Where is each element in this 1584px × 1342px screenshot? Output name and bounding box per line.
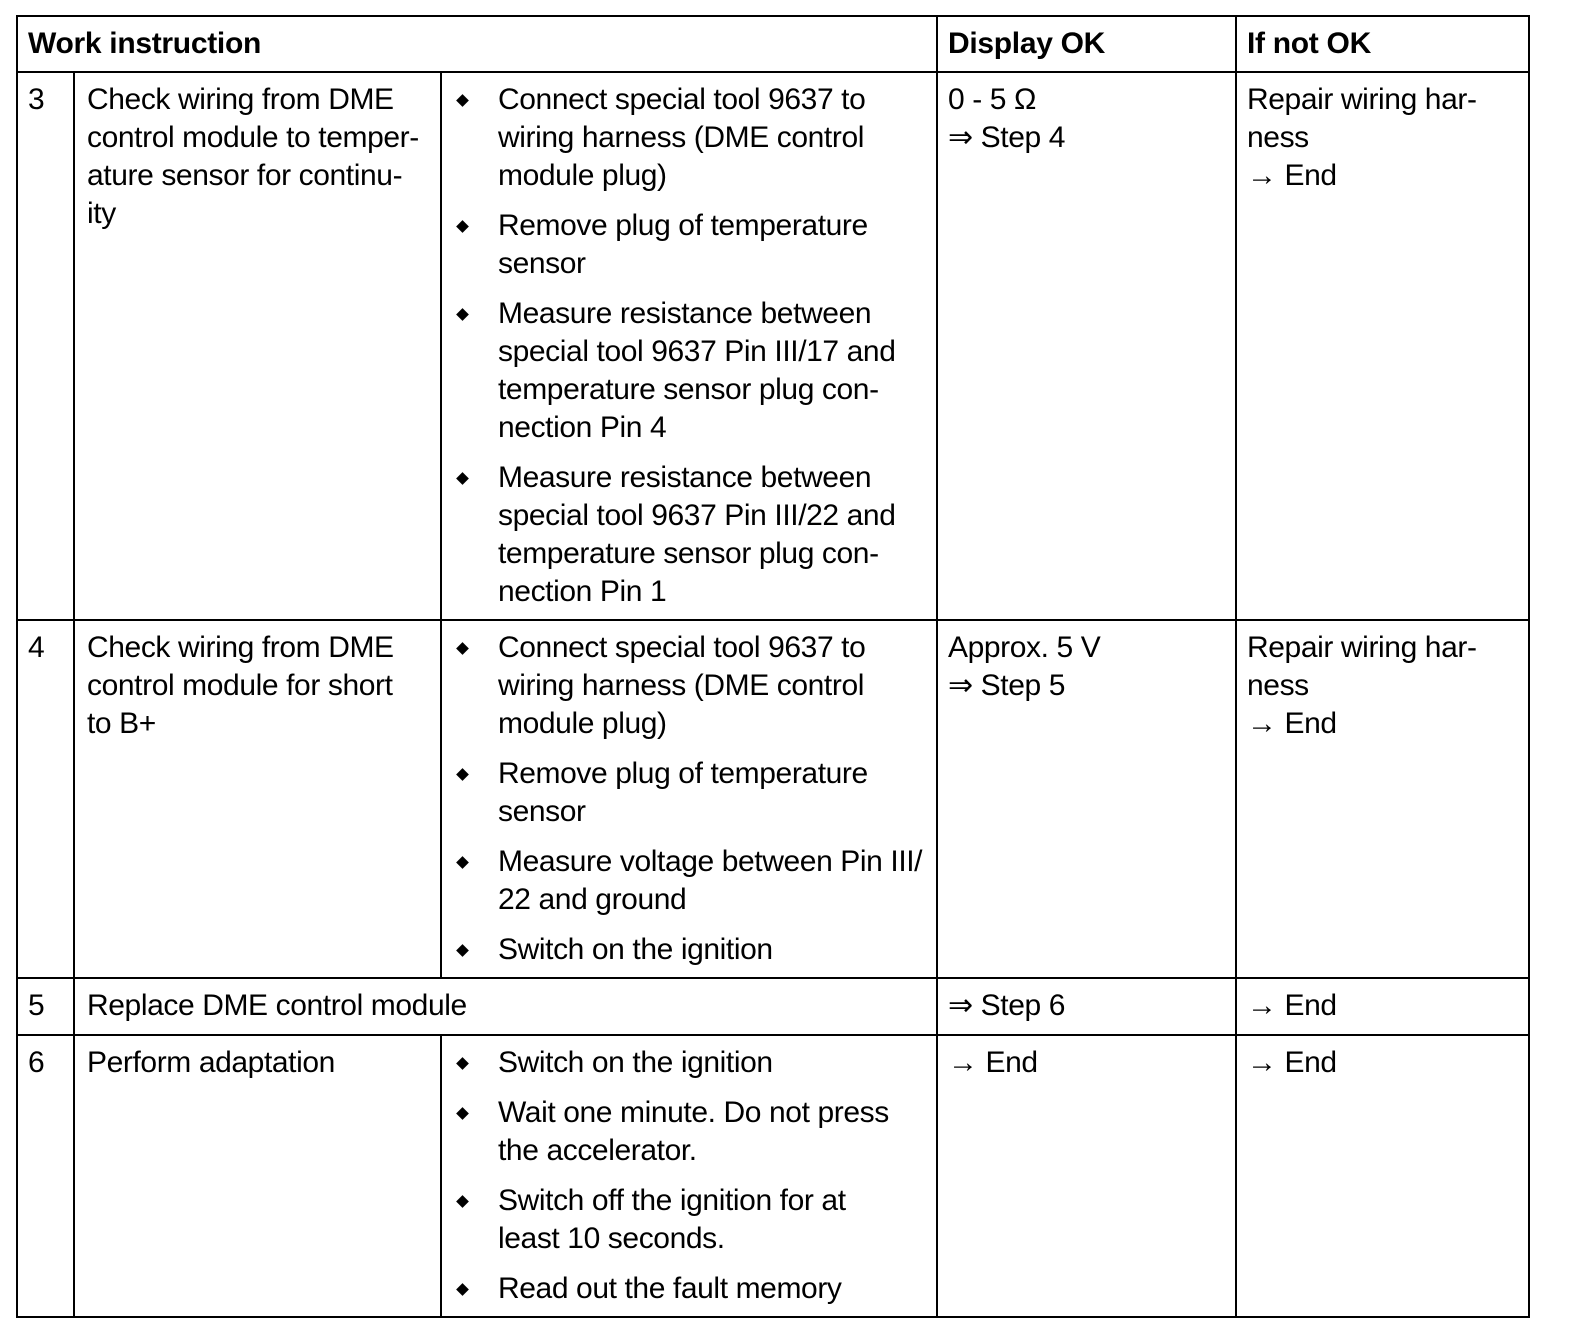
action-text-line: module plug) xyxy=(498,159,667,192)
table-body xyxy=(17,72,1529,1317)
text-line: → End xyxy=(1247,707,1337,740)
action-text-line: Switch on the ignition xyxy=(498,1046,773,1079)
diamond-bullet-icon xyxy=(457,221,468,232)
text-line: ness xyxy=(1247,669,1309,702)
if-not-ok-cell xyxy=(1236,620,1529,978)
action-item xyxy=(442,931,936,969)
diamond-bullet-icon xyxy=(457,945,468,956)
action-item xyxy=(442,843,936,919)
action-text-line: Remove plug of temperature xyxy=(498,209,868,242)
step-description xyxy=(74,72,441,620)
action-item xyxy=(442,629,936,743)
text-line: ⇒ Step 5 xyxy=(948,669,1066,702)
text-line: → End xyxy=(1247,159,1337,192)
action-text-line: the accelerator. xyxy=(498,1134,697,1167)
diamond-bullet-icon xyxy=(457,1196,468,1207)
text-line: ⇒ Step 6 xyxy=(948,989,1066,1022)
text-line: ature sensor for continu- xyxy=(87,159,403,192)
action-text-line: Remove plug of temperature xyxy=(498,757,868,790)
text-line: control module for short xyxy=(87,669,393,702)
text-line: → End xyxy=(1247,1046,1337,1079)
header-work-instruction: Work instruction xyxy=(17,16,937,72)
table-row xyxy=(17,978,1529,1035)
action-text-line: Connect special tool 9637 to xyxy=(498,83,866,116)
header-display-ok: Display OK xyxy=(937,16,1236,72)
diamond-bullet-icon xyxy=(457,1284,468,1295)
diamond-bullet-icon xyxy=(457,857,468,868)
text-line: ness xyxy=(1247,121,1309,154)
action-text-line: Read out the fault memory xyxy=(498,1272,842,1305)
work-instruction-table xyxy=(16,15,1530,1318)
action-text-line: temperature sensor plug con- xyxy=(498,373,879,406)
action-text-line: Measure resistance between xyxy=(498,297,872,330)
if-not-ok-cell xyxy=(1236,978,1529,1035)
action-text-line: special tool 9637 Pin III/17 and xyxy=(498,335,896,368)
action-text-line: Measure resistance between xyxy=(498,461,872,494)
text-line: Replace DME control module xyxy=(87,989,467,1022)
text-line: Repair wiring har- xyxy=(1247,83,1477,116)
header-row xyxy=(17,16,1529,72)
action-text-line: Measure voltage between Pin III/ xyxy=(498,845,923,878)
action-text-line: temperature sensor plug con- xyxy=(498,537,879,570)
action-text-line: least 10 seconds. xyxy=(498,1222,725,1255)
diamond-bullet-icon xyxy=(457,1108,468,1119)
text-line: Repair wiring har- xyxy=(1247,631,1477,664)
action-text-line: module plug) xyxy=(498,707,667,740)
action-text-line: Wait one minute. Do not press xyxy=(498,1096,889,1129)
table-row xyxy=(17,1035,1529,1317)
text-line: Check wiring from DME xyxy=(87,631,394,664)
action-text-line: wiring harness (DME control xyxy=(498,669,864,702)
action-item xyxy=(442,1270,936,1308)
text-line: Perform adaptation xyxy=(87,1046,335,1079)
display-ok-cell xyxy=(937,1035,1236,1317)
step-number: 6 xyxy=(17,1035,74,1317)
text-line: → End xyxy=(1247,989,1337,1022)
step-description xyxy=(74,1035,441,1317)
step-number: 3 xyxy=(17,72,74,620)
action-text-line: wiring harness (DME control xyxy=(498,121,864,154)
action-item xyxy=(442,295,936,447)
text-line: Approx. 5 V xyxy=(948,631,1101,664)
action-text-line: Switch on the ignition xyxy=(498,933,773,966)
step-description xyxy=(74,978,937,1035)
action-text-line: 22 and ground xyxy=(498,883,687,916)
diamond-bullet-icon xyxy=(457,309,468,320)
action-item xyxy=(442,755,936,831)
display-ok-cell xyxy=(937,72,1236,620)
step-number: 5 xyxy=(17,978,74,1035)
step-description xyxy=(74,620,441,978)
action-text-line: sensor xyxy=(498,247,586,280)
text-line: ity xyxy=(87,197,116,230)
action-item xyxy=(442,81,936,195)
step-actions xyxy=(441,72,937,620)
text-line: Check wiring from DME xyxy=(87,83,394,116)
diamond-bullet-icon xyxy=(457,95,468,106)
table-row xyxy=(17,620,1529,978)
action-item xyxy=(442,1094,936,1170)
action-item xyxy=(442,1044,936,1082)
action-text-line: Switch off the ignition for at xyxy=(498,1184,846,1217)
if-not-ok-cell xyxy=(1236,72,1529,620)
diamond-bullet-icon xyxy=(457,473,468,484)
display-ok-cell xyxy=(937,978,1236,1035)
text-line: to B+ xyxy=(87,707,156,740)
text-line: control module to temper- xyxy=(87,121,419,154)
diamond-bullet-icon xyxy=(457,1058,468,1069)
action-item xyxy=(442,459,936,611)
text-line: → End xyxy=(948,1046,1038,1079)
action-text-line: sensor xyxy=(498,795,586,828)
diamond-bullet-icon xyxy=(457,769,468,780)
if-not-ok-cell xyxy=(1236,1035,1529,1317)
action-text-line: special tool 9637 Pin III/22 and xyxy=(498,499,896,532)
action-text-line: nection Pin 1 xyxy=(498,575,667,608)
header-if-not-ok: If not OK xyxy=(1236,16,1529,72)
step-actions xyxy=(441,620,937,978)
action-item xyxy=(442,207,936,283)
action-item xyxy=(442,1182,936,1258)
diamond-bullet-icon xyxy=(457,643,468,654)
text-line: ⇒ Step 4 xyxy=(948,121,1066,154)
action-text-line: Connect special tool 9637 to xyxy=(498,631,866,664)
text-line: 0 - 5 Ω xyxy=(948,83,1036,116)
action-text-line: nection Pin 4 xyxy=(498,411,667,444)
step-number: 4 xyxy=(17,620,74,978)
table-row xyxy=(17,72,1529,620)
step-actions xyxy=(441,1035,937,1317)
display-ok-cell xyxy=(937,620,1236,978)
